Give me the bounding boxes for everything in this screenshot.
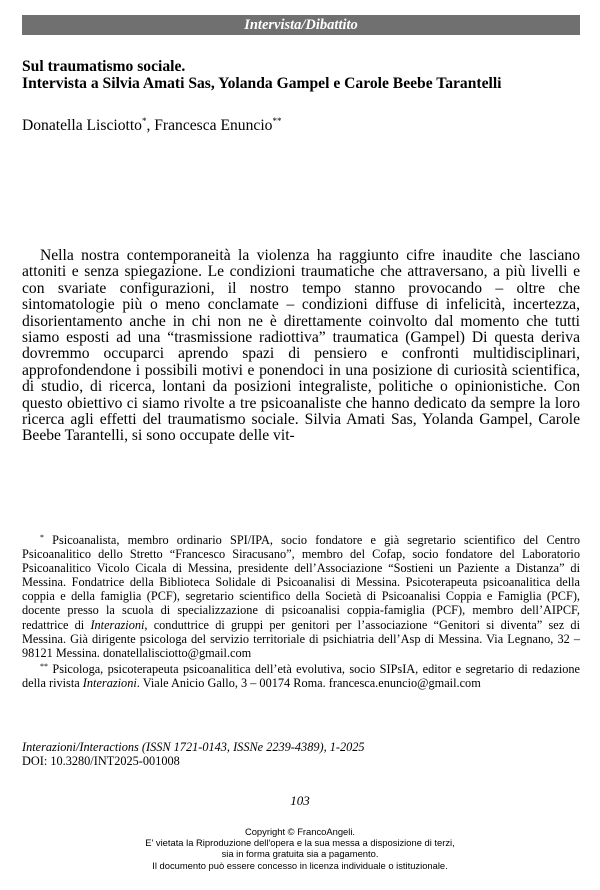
- copyright-line: Copyright © FrancoAngeli.: [244, 826, 356, 837]
- footnote-marker: *: [40, 533, 44, 542]
- author-name: Francesca Enuncio: [154, 117, 273, 134]
- copyright-line: sia in forma gratuita sia a pagamento.: [221, 848, 379, 860]
- author-separator: ,: [146, 117, 155, 134]
- journal-name: Interazioni: [90, 617, 145, 632]
- journal-name: Interazioni: [82, 675, 137, 690]
- copyright-notice: [0, 826, 600, 871]
- footnote-text: . Viale Anicio Gallo, 3 – 00174 Roma. francesca.enuncio@gmail.com: [136, 675, 481, 690]
- journal-info: [22, 741, 580, 768]
- title-line-2: Intervista a Silvia Amati Sas, Yolanda Gampel e Carole Beebe Tarantelli: [22, 75, 502, 92]
- footnote-text: Psicologa, psicoterapeuta psicoanalitica dell’età evolutiva, socio SIPsIA, editor e segretario di redazione della rivista: [22, 661, 580, 690]
- footnote-2: [22, 660, 580, 690]
- footnotes: [22, 531, 580, 690]
- footnote-marker: **: [272, 116, 282, 126]
- body-paragraph: Nella nostra contemporaneità la violenza ha raggiunto cifre inaudite che lasciano attoniti e senza spiegazione. Le condizioni traumatiche che attraversano, a più livelli e con svariate configurazioni, il nostro tempo stanno provocando – oltre che sintomatologie più o meno conclamate – condizioni diffuse di infelicità, incertezza, disorientamento anche in chi non ne è direttamente coinvolto dal momento che tutti siamo esposti ad una “trasmissione radiottiva” traumatica (Gampel) Di questa deriva dovremmo occuparci aprendo spazi di pensiero e confronti multidisciplinari, approfondendone i possibili motivi e ponendoci in una posizione di curiosità scientifica, di studio, di ricerca, lontani da posizioni integraliste, politiche o opinionistiche. Con questo obiettivo ci siamo rivolte a tre psicoanaliste che hanno dedicato da sempre la loro ricerca agli effetti del traumatismo sociale. Silvia Amati Sas, Yolanda Gampel, Carole Beebe Tarantelli, si sono occupate delle vit-: [22, 247, 580, 445]
- title-line-1: Sul traumatismo sociale.: [22, 58, 186, 75]
- footnote-text: , conduttrice di gruppi per genitori per l’associazione “Genitori si diventa” sez di Messina. Già dirigente psicologa del servizio territoriale di psichiatria dell’Asp di Messina. Via Legnano, 32 – 98121 Messina. donatellalisciotto@gmail.com: [22, 617, 580, 660]
- doi: DOI: 10.3280/INT2025-001008: [22, 753, 180, 768]
- page-number: 103: [290, 793, 310, 808]
- author-line: [22, 112, 580, 135]
- footnote-marker: *: [141, 116, 147, 126]
- author-name: Donatella Lisciotto: [22, 117, 142, 134]
- section-banner: Intervista/Dibattito: [22, 15, 580, 35]
- footnote-marker: **: [40, 661, 48, 671]
- copyright-line: Il documento può essere concesso in licenza individuale o istituzionale.: [152, 859, 448, 871]
- footnote-1: [22, 531, 580, 660]
- copyright-line: E' vietata la Riproduzione dell'opera e la sua messa a disposizione di terzi,: [145, 837, 455, 849]
- article-title: [22, 58, 580, 92]
- journal-citation: Interazioni/Interactions (ISSN 1721-0143, ISSNe 2239-4389), 1-2025: [22, 740, 365, 754]
- footnote-text: Psicoanalista, membro ordinario SPI/IPA, socio fondatore e già segretario scientifico del Centro Psicoanalitico dello Stretto “Francesco Siracusano”, membro del Cofap, socio fondatore del Laboratorio Psicoanalitico Vicolo Cicala di Messina, presidente dell’Associazione “Sostieni un Paziente a Distanza” di Messina. Fondatrice della Biblioteca Solidale di Psicoanalisi di Messina. Psicoterapeuta psicoanalitica della coppia e della famiglia (PCF), segretario scientifico della Società di Psicoanalisi Coppia e Famiglia (PCF), docente presso la scuola di specializzazione di psicoanalisi coppia-famiglia (PCF), membro dell’AIPCF, redattrice di: [22, 533, 580, 632]
